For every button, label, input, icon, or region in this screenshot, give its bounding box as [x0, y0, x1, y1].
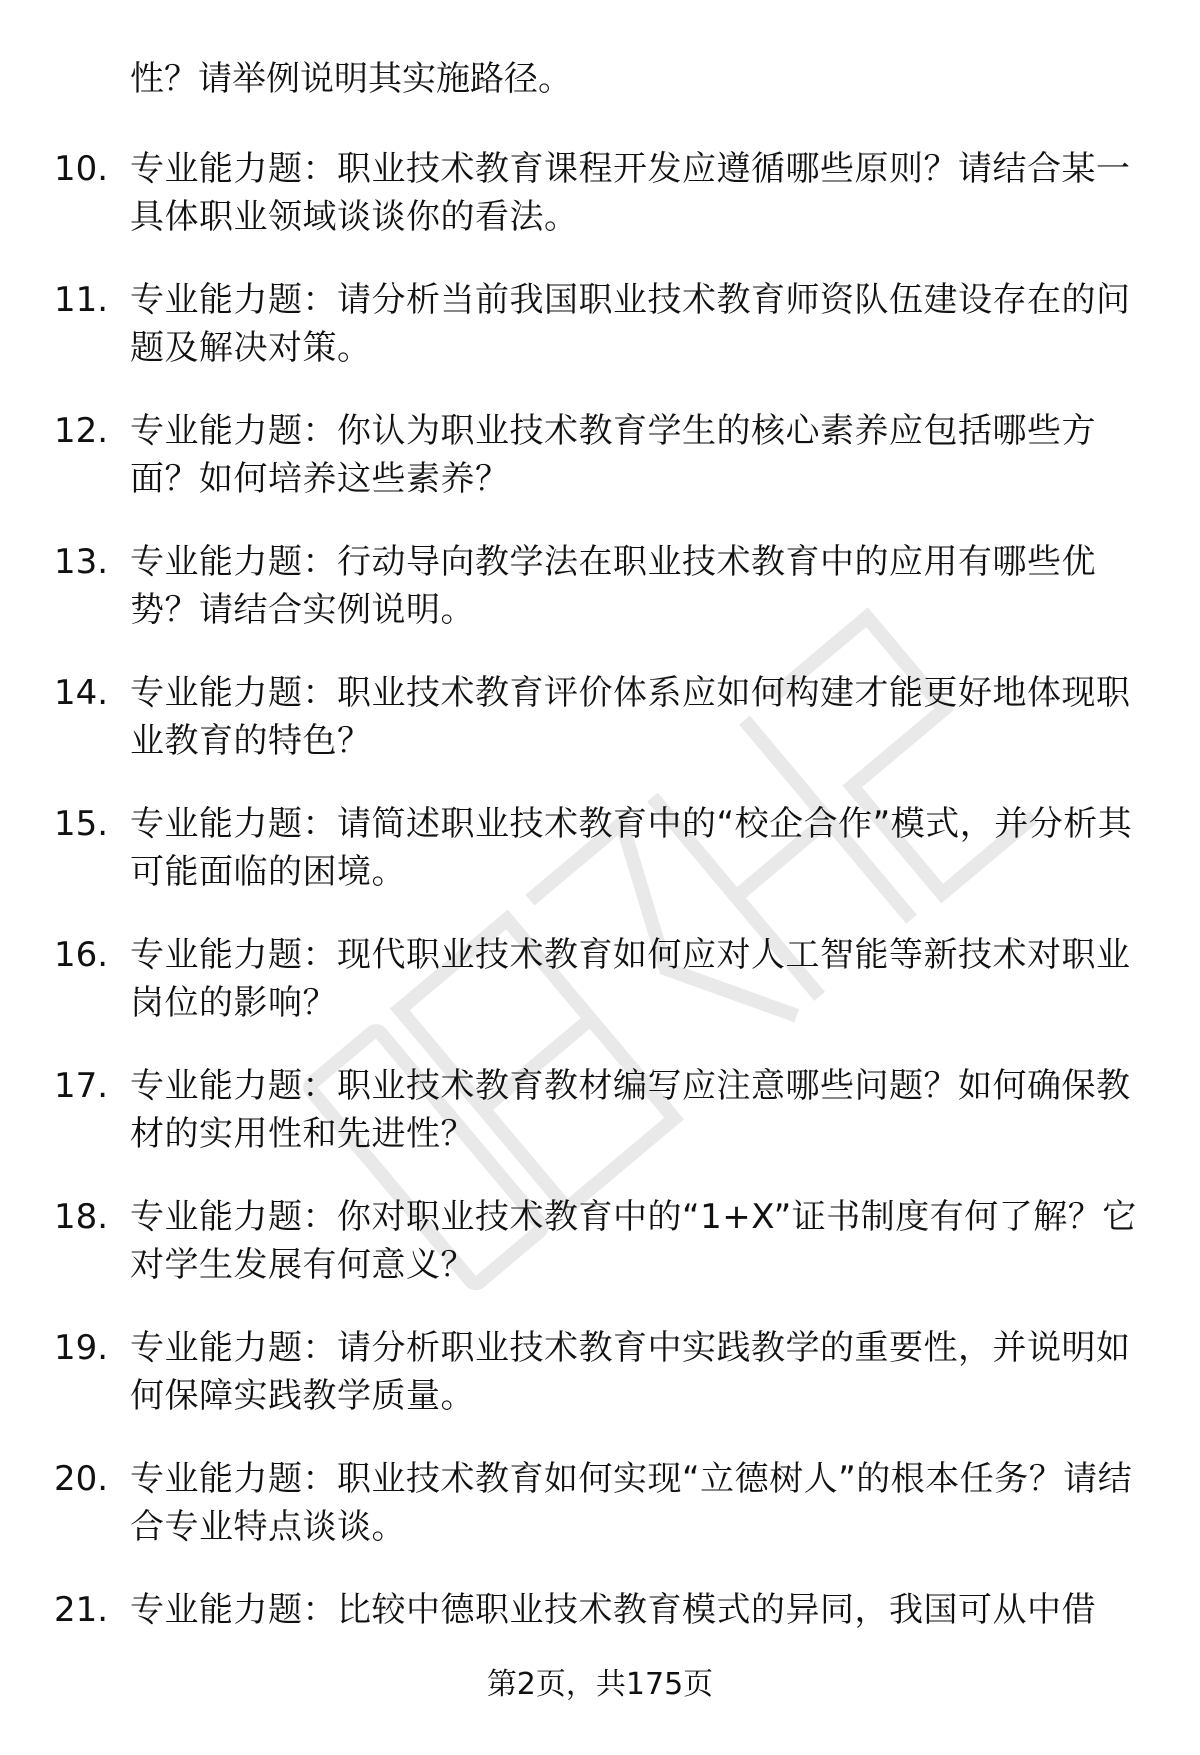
question-text: 专业能力题：职业技术教育评价体系应如何构建才能更好地体现职业教育的特色？ [130, 673, 1131, 761]
list-item [0, 800, 1200, 931]
question-number: 19. [54, 1328, 109, 1368]
question-number: 10. [54, 149, 109, 189]
question-number: 12. [54, 411, 109, 451]
question-number: 15. [54, 804, 109, 844]
question-text: 专业能力题：职业技术教育教材编写应注意哪些问题？如何确保教材的实用性和先进性？ [130, 1066, 1131, 1154]
question-text: 专业能力题：行动导向教学法在职业技术教育中的应用有哪些优势？请结合实例说明。 [130, 542, 1096, 630]
question-number: 14. [54, 673, 109, 713]
question-number: 21. [54, 1590, 109, 1630]
continuation-text: 性？请举例说明其实施路径。 [130, 59, 572, 99]
list-item [0, 669, 1200, 800]
question-text: 专业能力题：你认为职业技术教育学生的核心素养应包括哪些方面？如何培养这些素养？ [130, 411, 1096, 499]
list-item [0, 931, 1200, 1062]
question-number: 13. [54, 542, 109, 582]
question-text: 专业能力题：你对职业技术教育中的“1+X”证书制度有何了解？它对学生发展有何意义？ [130, 1197, 1137, 1285]
question-text: 专业能力题：职业技术教育如何实现“立德树人”的根本任务？请结合专业特点谈谈。 [130, 1459, 1133, 1547]
question-list [0, 145, 1200, 1717]
question-text: 专业能力题：请分析职业技术教育中实践教学的重要性，并说明如何保障实践教学质量。 [130, 1328, 1131, 1416]
list-item [0, 276, 1200, 407]
question-number: 18. [54, 1197, 109, 1237]
list-item [0, 145, 1200, 276]
list-item [0, 1062, 1200, 1193]
list-item [0, 1455, 1200, 1586]
question-text: 专业能力题：现代职业技术教育如何应对人工智能等新技术对职业岗位的影响？ [130, 935, 1131, 1023]
list-item [0, 538, 1200, 669]
question-text: 专业能力题：请分析当前我国职业技术教育师资队伍建设存在的问题及解决对策。 [130, 280, 1131, 368]
page-footer: 第2页，共175页 [486, 1667, 714, 1702]
question-text: 专业能力题：职业技术教育课程开发应遵循哪些原则？请结合某一具体职业领域谈谈你的看法。 [130, 149, 1131, 237]
question-number: 11. [54, 280, 109, 320]
list-item [0, 1324, 1200, 1455]
list-item [0, 407, 1200, 538]
question-text: 专业能力题：请简述职业技术教育中的“校企合作”模式，并分析其可能面临的困境。 [130, 804, 1133, 892]
question-number: 17. [54, 1066, 109, 1106]
list-item [0, 1193, 1200, 1324]
question-number: 20. [54, 1459, 109, 1499]
question-text: 专业能力题：比较中德职业技术教育模式的异同，我国可从中借 [130, 1590, 1096, 1630]
question-number: 16. [54, 935, 109, 975]
